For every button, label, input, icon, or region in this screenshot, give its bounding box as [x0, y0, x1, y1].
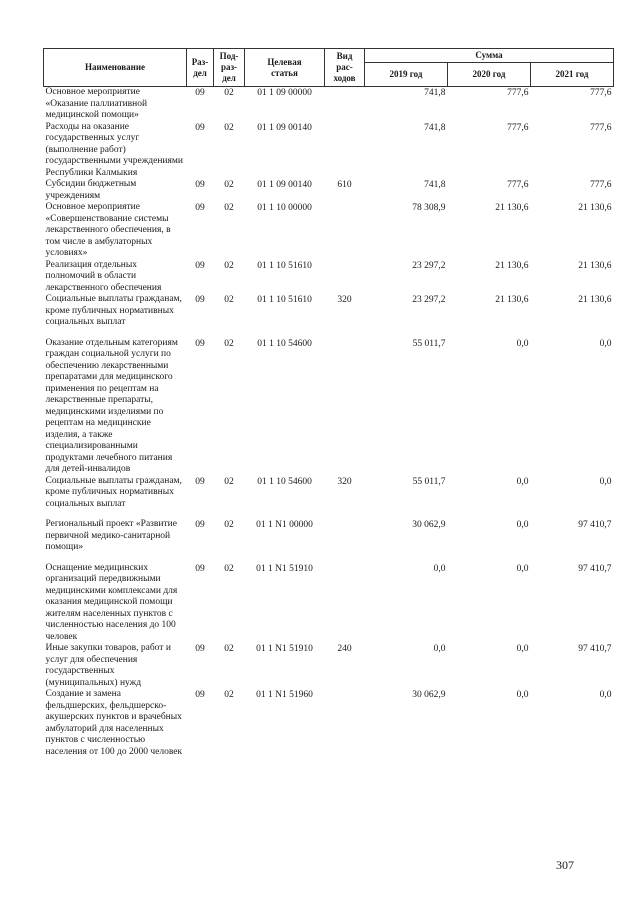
cell-y2020: 21 130,6	[495, 295, 529, 305]
cell-name: Расходы на оказание государственных услуг (выполнение работ) государственными учреждениями Республики Калмыкия	[45, 121, 183, 178]
cell-target: 01 1 10 54600	[257, 338, 312, 349]
cell-target: 01 1 10 00000	[257, 203, 312, 213]
cell-y2020: 0,0	[516, 338, 529, 349]
cell-podrazdel: 02	[224, 203, 234, 213]
cell-y2020: 0,0	[516, 644, 529, 654]
table-header	[44, 49, 614, 87]
table-row	[44, 294, 614, 329]
cell-y2020: 0,0	[516, 520, 529, 530]
cell-y2019: 30 062,9	[412, 690, 446, 700]
cell-y2020: 21 130,6	[495, 260, 529, 271]
header-year-2020: 2020 год	[448, 63, 531, 87]
cell-podrazdel: 02	[224, 260, 234, 271]
cell-target: 01 1 N1 51910	[256, 563, 313, 574]
cell-podrazdel: 02	[224, 338, 234, 349]
cell-y2019: 78 308,9	[412, 203, 446, 213]
header-razdel: Раз- дел	[187, 49, 214, 87]
cell-vid	[325, 338, 365, 476]
cell-podrazdel: 02	[224, 476, 234, 487]
cell-y2021: 21 130,6	[578, 295, 612, 305]
cell-y2020: 0,0	[516, 476, 529, 487]
cell-podrazdel: 02	[224, 88, 234, 98]
cell-target: 01 1 09 00140	[257, 180, 312, 190]
header-vid: Вид рас- ходов	[325, 49, 365, 87]
cell-podrazdel: 02	[224, 295, 234, 305]
cell-y2019: 55 011,7	[412, 476, 446, 487]
cell-name: Оснащение медицинских организаций передвижными медицинскими комплексами для оказания медицинской помощи жителям населенных пунктов с численностью населения до 100 человек	[45, 562, 178, 642]
table-body	[44, 87, 614, 759]
cell-name: Социальные выплаты гражданам, кроме публичных нормативных социальных выплат	[45, 475, 182, 509]
cell-vid: 240	[337, 644, 352, 654]
table-row	[44, 87, 614, 122]
cell-razdel: 09	[195, 180, 205, 190]
cell-razdel: 09	[195, 520, 205, 530]
cell-podrazdel: 02	[224, 180, 234, 190]
cell-razdel: 09	[195, 260, 205, 271]
cell-vid	[325, 260, 365, 295]
cell-y2020: 777,6	[507, 180, 529, 190]
header-name: Наименование	[44, 49, 187, 87]
row-spacer	[44, 329, 614, 338]
cell-razdel: 09	[195, 122, 205, 133]
cell-podrazdel: 02	[224, 690, 234, 700]
header-year-2019: 2019 год	[365, 63, 448, 87]
cell-vid	[325, 563, 365, 644]
cell-razdel: 09	[195, 295, 205, 305]
cell-y2019: 741,8	[424, 180, 446, 190]
cell-y2019: 0,0	[433, 563, 446, 574]
cell-y2019: 55 011,7	[412, 338, 446, 349]
header-year-2021: 2021 год	[531, 63, 614, 87]
cell-y2020: 777,6	[507, 88, 529, 98]
cell-name: Социальные выплаты гражданам, кроме публичных нормативных социальных выплат	[45, 294, 182, 327]
header-sum: Сумма	[365, 49, 614, 63]
cell-podrazdel: 02	[224, 644, 234, 654]
cell-y2021: 97 410,7	[578, 520, 612, 530]
cell-name: Иные закупки товаров, работ и услуг для обеспечения государственных (муниципальных) нужд	[45, 643, 171, 688]
cell-podrazdel: 02	[224, 563, 234, 574]
cell-y2021: 777,6	[590, 88, 612, 98]
cell-target: 01 1 10 51610	[257, 260, 312, 271]
cell-target: 01 1 N1 51910	[256, 644, 313, 654]
table-row	[44, 476, 614, 511]
cell-name: Субсидии бюджетным учреждениям	[45, 179, 137, 201]
cell-razdel: 09	[195, 203, 205, 213]
cell-razdel: 09	[195, 338, 205, 349]
cell-y2019: 741,8	[424, 88, 446, 98]
cell-target: 01 1 10 54600	[257, 476, 312, 487]
cell-y2021: 97 410,7	[578, 644, 612, 654]
table-row	[44, 202, 614, 260]
cell-vid: 320	[337, 295, 352, 305]
cell-podrazdel: 02	[224, 122, 234, 133]
cell-target: 01 1 09 00000	[257, 88, 312, 98]
table-row	[44, 643, 614, 689]
cell-vid	[325, 87, 365, 122]
table-row	[44, 563, 614, 644]
cell-name: Реализация отдельных полномочий в области лекарственного обеспечения	[45, 259, 162, 293]
cell-target: 01 1 N1 00000	[256, 520, 313, 530]
cell-y2020: 777,6	[507, 122, 529, 133]
cell-y2019: 741,8	[424, 122, 446, 133]
cell-y2019: 30 062,9	[412, 520, 446, 530]
spacer-cell	[44, 329, 614, 338]
row-spacer	[44, 510, 614, 519]
cell-y2021: 21 130,6	[578, 203, 612, 213]
cell-name: Основное мероприятие «Совершенствование системы лекарственного обеспечения, в том числе в амбулаторных условиях»	[45, 202, 171, 258]
cell-y2021: 21 130,6	[578, 260, 612, 271]
cell-y2021: 97 410,7	[578, 563, 612, 574]
table-row	[44, 179, 614, 202]
cell-vid: 610	[337, 180, 352, 190]
table-row	[44, 122, 614, 180]
cell-razdel: 09	[195, 88, 205, 98]
cell-razdel: 09	[195, 690, 205, 700]
cell-vid	[325, 689, 365, 758]
spacer-cell	[44, 554, 614, 563]
cell-vid	[325, 519, 365, 554]
page-number: 307	[556, 858, 574, 872]
cell-name: Основное мероприятие «Оказание паллиативной медицинской помощи»	[45, 87, 148, 120]
cell-razdel: 09	[195, 563, 205, 574]
cell-y2019: 0,0	[433, 644, 446, 654]
cell-y2019: 23 297,2	[412, 260, 446, 271]
table-row	[44, 689, 614, 758]
table-row	[44, 519, 614, 554]
cell-target: 01 1 N1 51960	[256, 690, 313, 700]
header-target: Целевая статья	[245, 49, 325, 87]
cell-y2021: 0,0	[599, 476, 612, 487]
cell-razdel: 09	[195, 476, 205, 487]
cell-y2020: 21 130,6	[495, 203, 529, 213]
cell-y2021: 777,6	[590, 122, 612, 133]
spacer-cell	[44, 510, 614, 519]
table-row	[44, 338, 614, 476]
cell-y2021: 0,0	[599, 690, 612, 700]
cell-y2021: 0,0	[599, 338, 612, 349]
cell-podrazdel: 02	[224, 520, 234, 530]
cell-razdel: 09	[195, 644, 205, 654]
table-row	[44, 260, 614, 295]
budget-table	[43, 48, 614, 758]
cell-y2021: 777,6	[590, 180, 612, 190]
row-spacer	[44, 554, 614, 563]
cell-y2019: 23 297,2	[412, 295, 446, 305]
cell-name: Оказание отдельным категориям граждан социальной услуги по обеспечению лекарственными препаратами для медицинского применения по рецептам на лекарственные препараты, медицинскими изделиями по рецептам на медицинские изделия, а также специализированными продуктами лечебного питания для детей-инвалидов	[45, 337, 178, 474]
cell-target: 01 1 10 51610	[257, 295, 312, 305]
cell-y2020: 0,0	[516, 563, 529, 574]
cell-target: 01 1 09 00140	[257, 122, 312, 133]
cell-vid	[325, 122, 365, 180]
header-podrazdel: Под- раз- дел	[214, 49, 245, 87]
cell-name: Создание и замена фельдшерских, фельдшерско-акушерских пунктов и врачебных амбулаторий для населенных пунктов с численностью населения от 100 до 2000 человек	[45, 689, 183, 757]
cell-name: Региональный проект «Развитие первичной медико-санитарной помощи»	[45, 519, 177, 552]
cell-vid	[325, 202, 365, 260]
cell-vid: 320	[337, 476, 352, 487]
cell-y2020: 0,0	[516, 690, 529, 700]
